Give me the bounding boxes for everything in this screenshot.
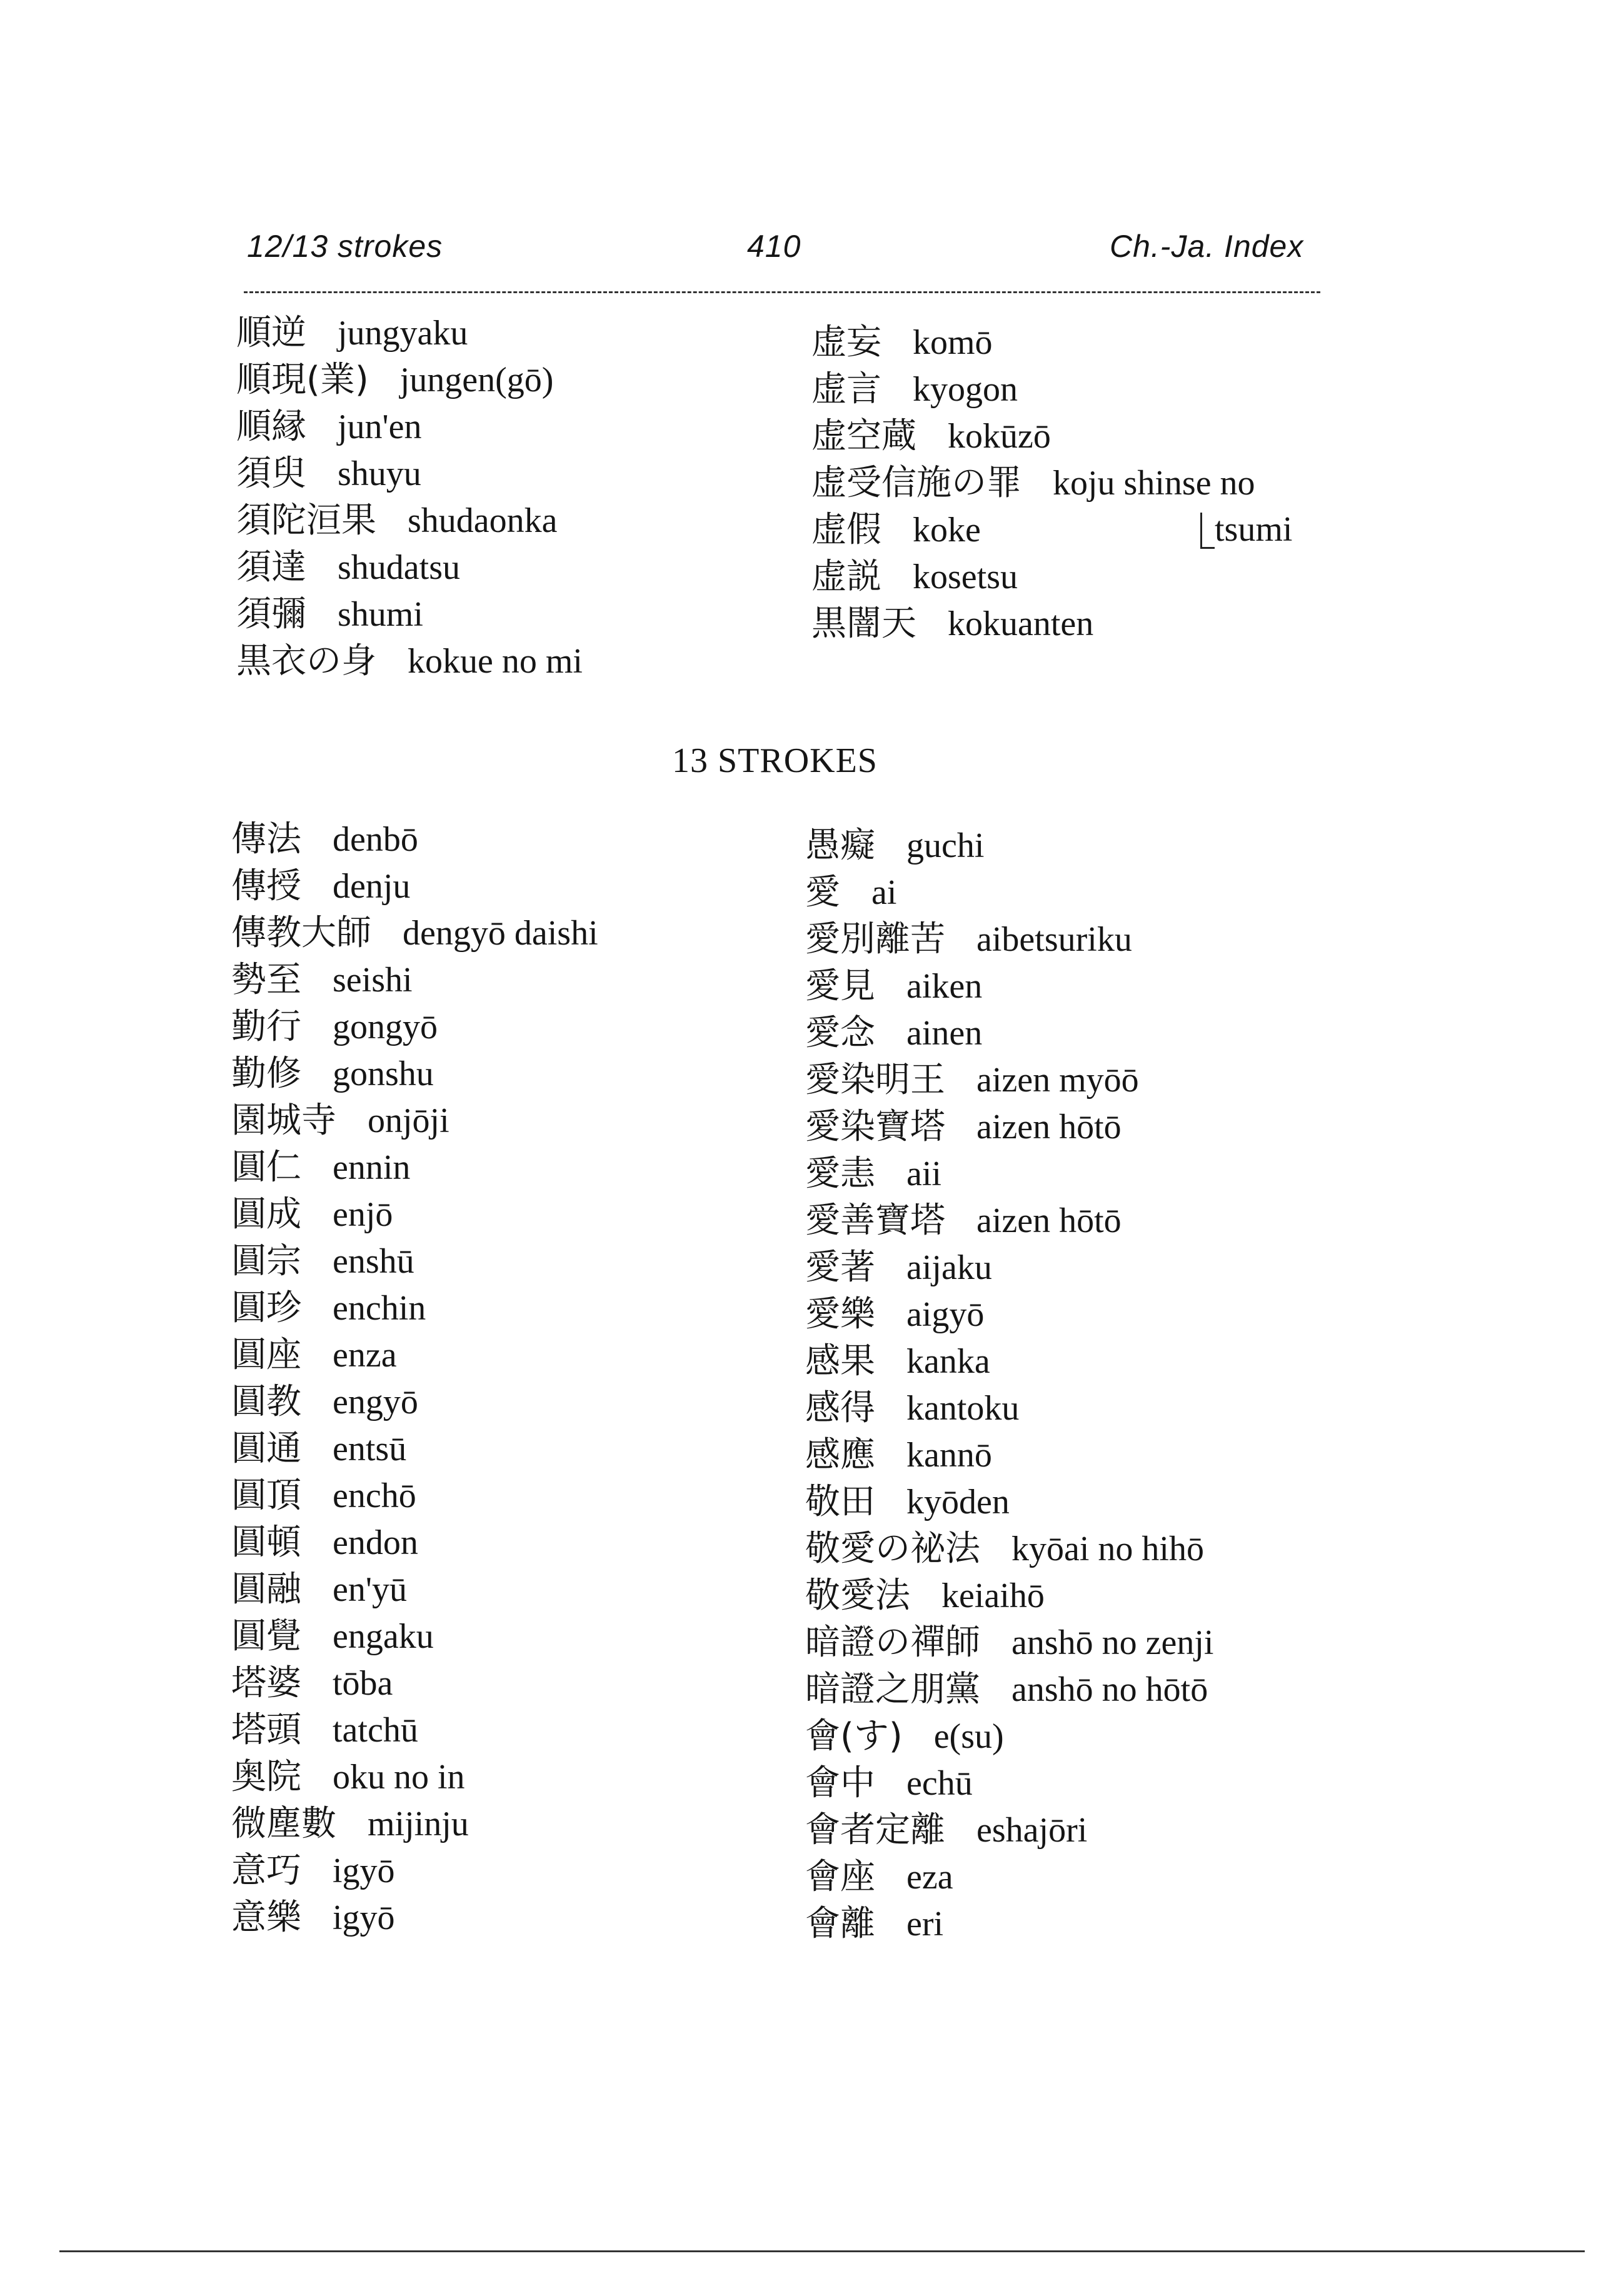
entry-kanji: 傳教大師 <box>231 913 371 953</box>
entry-reading: endon <box>333 1523 418 1562</box>
index-entry <box>805 1713 1213 1760</box>
entry-kanji: 暗證の禪師 <box>805 1622 980 1663</box>
index-entry <box>231 1519 598 1566</box>
entry-reading: ainen <box>906 1014 983 1053</box>
index-entry <box>231 1613 598 1660</box>
index-entry <box>811 366 1255 413</box>
entry-kanji: 須臾 <box>236 453 306 494</box>
entry-kanji: 感應 <box>805 1435 875 1475</box>
entry-kanji: 虚假 <box>811 509 881 550</box>
index-entry <box>231 1378 598 1425</box>
entry-kanji: 愛染寶塔 <box>805 1106 945 1147</box>
entry-reading: en'yū <box>333 1570 407 1609</box>
entry-kanji: 敬愛法 <box>805 1575 910 1616</box>
index-column-top-right <box>811 319 1255 647</box>
entry-reading: kyōden <box>906 1483 1010 1521</box>
entry-kanji: 會離 <box>805 1903 875 1944</box>
entry-reading: jun'en <box>338 408 422 446</box>
entry-kanji: 虚言 <box>811 369 881 409</box>
entry-kanji: 會座 <box>805 1857 875 1897</box>
entry-reading: aizen hōtō <box>976 1108 1122 1146</box>
entry-kanji: 會者定離 <box>805 1810 945 1850</box>
entry-kanji: 圓頓 <box>231 1522 301 1563</box>
index-entry <box>236 403 583 450</box>
index-entry <box>805 1853 1213 1900</box>
index-entry <box>805 916 1213 963</box>
index-entry <box>805 1338 1213 1385</box>
index-column-top-left <box>236 309 583 684</box>
index-entry <box>805 1760 1213 1807</box>
entry-reading: oku no in <box>333 1758 465 1797</box>
entry-kanji: 黒衣の身 <box>236 641 376 681</box>
index-entry <box>231 1660 598 1707</box>
index-entry <box>236 497 583 544</box>
index-entry <box>805 1478 1213 1525</box>
entry-kanji: 圓珍 <box>231 1288 301 1328</box>
entry-kanji: 塔婆 <box>231 1663 301 1703</box>
entry-reading: kanka <box>906 1342 990 1381</box>
entry-reading: dengyō daishi <box>403 914 598 953</box>
entry-reading: enjō <box>333 1195 393 1234</box>
running-head-right: Ch.-Ja. Index <box>1110 229 1304 264</box>
entry-kanji: 園城寺 <box>231 1100 336 1141</box>
index-entry <box>231 863 598 910</box>
entry-kanji: 虚空蔵 <box>811 416 916 456</box>
entry-reading: anshō no zenji <box>1011 1623 1214 1662</box>
entry-kanji: 圓成 <box>231 1194 301 1235</box>
index-entry <box>231 1144 598 1191</box>
entry-kanji: 愛見 <box>805 966 875 1006</box>
index-entry <box>231 1707 598 1753</box>
index-entry <box>236 544 583 591</box>
entry-kanji: 意樂 <box>231 1897 301 1938</box>
index-entry <box>805 1103 1213 1150</box>
entry-kanji: 傳授 <box>231 866 301 906</box>
entry-reading: kokuanten <box>948 604 1094 643</box>
index-entry <box>805 1807 1213 1853</box>
index-entry <box>811 459 1255 506</box>
entry-kanji: 會中 <box>805 1763 875 1803</box>
index-entry <box>811 600 1255 647</box>
entry-kanji: 虚妄 <box>811 322 881 363</box>
entry-kanji: 虚説 <box>811 556 881 597</box>
index-entry <box>231 1566 598 1613</box>
entry-reading: shudaonka <box>408 501 558 540</box>
index-entry <box>805 1010 1213 1056</box>
entry-reading: entsū <box>333 1430 407 1468</box>
entry-kanji: 須達 <box>236 547 306 588</box>
index-entry <box>231 816 598 863</box>
entry-kanji: 會(す) <box>805 1716 903 1757</box>
entry-reading: enchō <box>333 1476 416 1515</box>
entry-reading: anshō no hōtō <box>1011 1670 1208 1709</box>
entry-kanji: 愛別離苦 <box>805 919 945 960</box>
index-entry <box>805 1900 1213 1947</box>
entry-reading: aigyō <box>906 1295 985 1334</box>
entry-reading: jungyaku <box>338 314 468 353</box>
page-number: 410 <box>747 229 801 264</box>
index-entry <box>805 1385 1213 1431</box>
entry-reading: jungen(gō) <box>399 361 554 399</box>
entry-reading: mijinju <box>368 1805 469 1843</box>
entry-kanji: 黒闇天 <box>811 603 916 644</box>
entry-reading: gonshu <box>333 1055 434 1093</box>
index-entry <box>811 553 1255 600</box>
entry-reading: tōba <box>333 1664 393 1703</box>
entry-reading: shumi <box>338 595 423 634</box>
index-entry <box>805 1197 1213 1244</box>
entry-kanji: 圓覺 <box>231 1616 301 1657</box>
index-entry <box>231 1894 598 1941</box>
entry-reading: aiken <box>906 967 983 1006</box>
index-entry <box>231 956 598 1003</box>
entry-kanji: 順逆 <box>236 313 306 353</box>
index-entry <box>236 638 583 684</box>
index-entry <box>805 1572 1213 1619</box>
entry-kanji: 勤行 <box>231 1006 301 1047</box>
entry-reading: echū <box>906 1764 973 1803</box>
entry-kanji: 微塵數 <box>231 1803 336 1844</box>
entry-reading: denbō <box>333 820 418 859</box>
entry-reading: shuyu <box>338 454 421 493</box>
index-entry <box>231 1285 598 1331</box>
index-entry <box>805 1056 1213 1103</box>
entry-reading: enchin <box>333 1289 426 1328</box>
entry-reading: eri <box>906 1905 944 1943</box>
entry-reading: enza <box>333 1336 397 1375</box>
entry-kanji: 愛恚 <box>805 1153 875 1194</box>
entry-reading: eza <box>906 1858 953 1897</box>
running-head-left: 12/13 strokes <box>247 229 443 264</box>
index-entry <box>805 963 1213 1010</box>
index-entry <box>805 869 1213 916</box>
index-entry <box>231 1472 598 1519</box>
entry-reading: aii <box>906 1155 941 1193</box>
entry-reading: aibetsuriku <box>976 920 1132 959</box>
entry-kanji: 傳法 <box>231 819 301 860</box>
entry-kanji: 須陀洹果 <box>236 500 376 541</box>
entry-reading: gongyō <box>333 1008 438 1046</box>
entry-reading: kokue no mi <box>408 642 583 681</box>
entry-kanji: 虚受信施の罪 <box>811 463 1021 503</box>
entry-reading: seishi <box>333 961 413 1000</box>
continuation-text: tsumi <box>1215 510 1293 549</box>
entry-kanji: 須彌 <box>236 594 306 634</box>
entry-reading: engyō <box>333 1383 418 1421</box>
index-entry <box>805 1619 1213 1666</box>
index-entry <box>231 1238 598 1285</box>
entry-kanji: 圓通 <box>231 1428 301 1469</box>
entry-reading: kyōai no hihō <box>1011 1530 1204 1568</box>
entry-kanji: 圓仁 <box>231 1147 301 1188</box>
entry-reading: guchi <box>906 826 985 865</box>
entry-kanji: 圓座 <box>231 1335 301 1375</box>
entry-kanji: 感果 <box>805 1341 875 1381</box>
entry-reading: koju shinse no <box>1053 464 1255 503</box>
entry-kanji: 奥院 <box>231 1757 301 1797</box>
entry-kanji: 愚癡 <box>805 825 875 866</box>
entry-kanji: 愛染明王 <box>805 1060 945 1100</box>
index-entry <box>236 591 583 638</box>
index-entry <box>231 1331 598 1378</box>
entry-reading: igyō <box>333 1898 395 1937</box>
index-entry <box>236 356 583 403</box>
index-column-bottom-left <box>231 816 598 1941</box>
index-column-bottom-right <box>805 822 1213 1947</box>
index-entry <box>236 309 583 356</box>
index-entry <box>231 1097 598 1144</box>
index-entry <box>231 1050 598 1097</box>
entry-kanji: 愛著 <box>805 1247 875 1288</box>
section-heading: 13 STROKES <box>672 741 878 780</box>
entry-kanji: 勤修 <box>231 1053 301 1094</box>
entry-kanji: 勢至 <box>231 960 301 1000</box>
index-entry <box>231 1003 598 1050</box>
entry-reading: e(su) <box>933 1717 1004 1756</box>
index-entry <box>231 1753 598 1800</box>
entry-kanji: 愛 <box>805 872 840 913</box>
entry-kanji: 敬田 <box>805 1481 875 1522</box>
entry-reading: igyō <box>333 1852 395 1890</box>
index-entry <box>231 1425 598 1472</box>
entry-reading: tatchū <box>333 1711 418 1750</box>
entry-kanji: 圓教 <box>231 1381 301 1422</box>
entry-kanji: 愛善寶塔 <box>805 1200 945 1241</box>
entry-reading: aijaku <box>906 1248 992 1287</box>
index-entry <box>811 413 1255 459</box>
index-entry <box>811 506 1255 553</box>
entry-kanji: 敬愛の祕法 <box>805 1528 980 1569</box>
entry-kanji: 順縁 <box>236 406 306 447</box>
entry-kanji: 愛念 <box>805 1013 875 1053</box>
index-entry <box>805 822 1213 869</box>
entry-reading: eshajōri <box>976 1811 1088 1850</box>
entry-reading: kokūzō <box>948 417 1051 456</box>
entry-kanji: 順現(業) <box>236 359 369 400</box>
entry-kanji: 感得 <box>805 1388 875 1428</box>
entry-reading: kantoku <box>906 1389 1020 1428</box>
continuation-line <box>1203 506 1292 553</box>
entry-kanji: 圓頂 <box>231 1475 301 1516</box>
index-entry <box>811 319 1255 366</box>
entry-kanji: 愛樂 <box>805 1294 875 1335</box>
entry-reading: kosetsu <box>913 558 1018 596</box>
entry-reading: komō <box>913 323 993 362</box>
entry-reading: ennin <box>333 1148 411 1187</box>
header-rule <box>244 291 1320 293</box>
index-entry <box>805 1291 1213 1338</box>
entry-kanji: 塔頭 <box>231 1710 301 1750</box>
index-entry <box>805 1525 1213 1572</box>
entry-reading: keiaihō <box>941 1577 1045 1615</box>
entry-kanji: 圓宗 <box>231 1241 301 1281</box>
entry-kanji: 暗證之朋黨 <box>805 1669 980 1710</box>
index-entry <box>231 1191 598 1238</box>
entry-reading: onjōji <box>368 1101 449 1140</box>
entry-reading: aizen myōō <box>976 1061 1139 1100</box>
entry-reading: engaku <box>333 1617 434 1656</box>
footer-rule <box>59 2250 1585 2252</box>
index-entry <box>805 1244 1213 1291</box>
index-entry <box>231 1800 598 1847</box>
entry-kanji: 意巧 <box>231 1850 301 1891</box>
entry-reading: kyogon <box>913 370 1018 409</box>
entry-reading: ai <box>871 873 897 912</box>
index-entry <box>231 910 598 956</box>
index-entry <box>805 1666 1213 1713</box>
index-entry <box>805 1150 1213 1197</box>
entry-reading: aizen hōtō <box>976 1201 1122 1240</box>
entry-reading: kannō <box>906 1436 992 1475</box>
entry-reading: koke <box>913 511 981 549</box>
index-entry <box>805 1431 1213 1478</box>
entry-reading: denju <box>333 867 411 906</box>
index-entry <box>231 1847 598 1894</box>
index-entry <box>236 450 583 497</box>
entry-reading: enshū <box>333 1242 414 1281</box>
entry-reading: shudatsu <box>338 548 460 587</box>
entry-kanji: 圓融 <box>231 1569 301 1610</box>
